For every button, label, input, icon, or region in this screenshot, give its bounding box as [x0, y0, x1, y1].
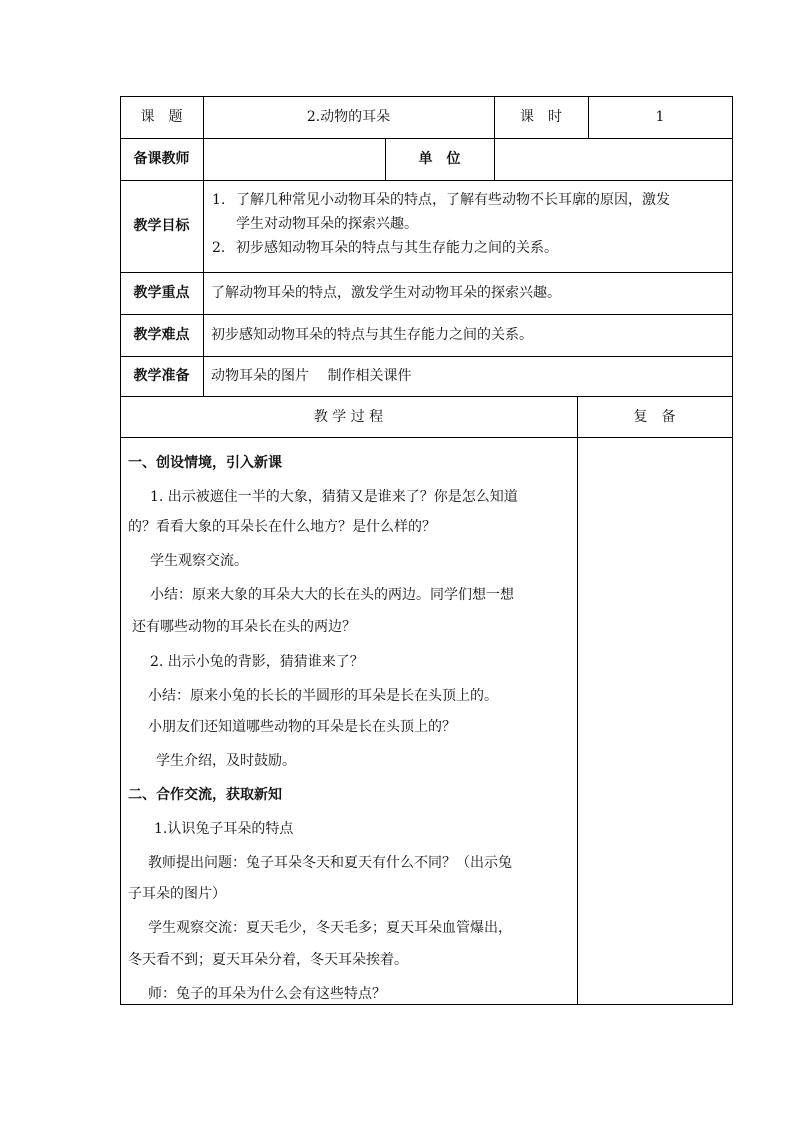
process-line: 小结：原来大象的耳朵大大的长在头的两边。同学们想一想 [150, 587, 514, 603]
objective-number: 2. [212, 240, 226, 256]
objectives-label: 教学目标 [133, 218, 190, 234]
process-line: 1. 出示被遮住一半的大象，猜猜又是谁来了？你是怎么知道 [150, 489, 518, 505]
process-line: 小结：原来小兔的长长的半圆形的耳朵是长在头顶上的。 [148, 688, 498, 704]
objective-number: 1. [212, 192, 226, 208]
objectives-list [208, 188, 730, 260]
key-points-value: 了解动物耳朵的特点，激发学生对动物耳朵的探索兴趣。 [211, 285, 561, 301]
section-heading: 一、创设情境，引入新课 [128, 455, 282, 471]
process-line: 子耳朵的图片） [128, 886, 226, 902]
process-line: 还有哪些动物的耳朵长在头的两边？ [132, 619, 356, 635]
teacher-label: 备课教师 [133, 151, 190, 167]
difficulties-label: 教学难点 [133, 327, 190, 343]
unit-value [494, 138, 732, 180]
section-heading: 二、合作交流，获取新知 [128, 787, 282, 803]
review-notes-area [577, 437, 732, 1004]
process-line: 教师提出问题：兔子耳朵冬天和夏天有什么不同？（出示兔 [148, 855, 512, 871]
teacher-value [203, 138, 385, 180]
process-line: 1.认识兔子耳朵的特点 [154, 821, 294, 837]
process-line: 学生介绍，及时鼓励。 [156, 753, 296, 769]
topic-value: 2.动物的耳朵 [306, 109, 391, 125]
period-value: 1 [655, 109, 665, 125]
objective-text: 初步感知动物耳朵的特点与其生存能力之间的关系。 [236, 240, 558, 256]
process-line: 学生观察交流。 [150, 553, 248, 569]
process-line: 的？看看大象的耳朵长在什么地方？是什么样的？ [128, 519, 436, 535]
table-border-bottom [120, 1004, 732, 1005]
list-item [208, 236, 730, 260]
table-border-right [732, 96, 733, 1005]
difficulties-value: 初步感知动物耳朵的特点与其生存能力之间的关系。 [211, 327, 533, 343]
process-line: 冬天看不到；夏天耳朵分着，冬天耳朵挨着。 [128, 952, 408, 968]
process-line: 师：兔子的耳朵为什么会有这些特点？ [148, 986, 386, 1002]
process-line: 学生观察交流：夏天毛少，冬天毛多；夏天耳朵血管爆出， [148, 920, 512, 936]
row-divider [120, 180, 732, 181]
objective-text: 了解几种常见小动物耳朵的特点，了解有些动物不长耳廓的原因，激发 [236, 192, 670, 208]
review-header: 复 备 [633, 408, 676, 425]
preparation-label: 教学准备 [133, 368, 190, 384]
process-line: 2. 出示小兔的背影，猜猜谁来了？ [150, 654, 364, 670]
list-item [208, 188, 730, 236]
key-points-label: 教学重点 [133, 285, 190, 301]
unit-label: 单 位 [418, 151, 461, 167]
period-label: 课 时 [520, 109, 562, 125]
process-header: 教 学 过 程 [313, 408, 384, 425]
topic-label: 课 题 [140, 109, 183, 125]
process-line: 小朋友们还知道哪些动物的耳朵是长在头顶上的？ [148, 719, 456, 735]
preparation-value: 动物耳朵的图片 制作相关课件 [211, 368, 412, 384]
objective-text-continued: 学生对动物耳朵的探索兴趣。 [236, 216, 418, 232]
